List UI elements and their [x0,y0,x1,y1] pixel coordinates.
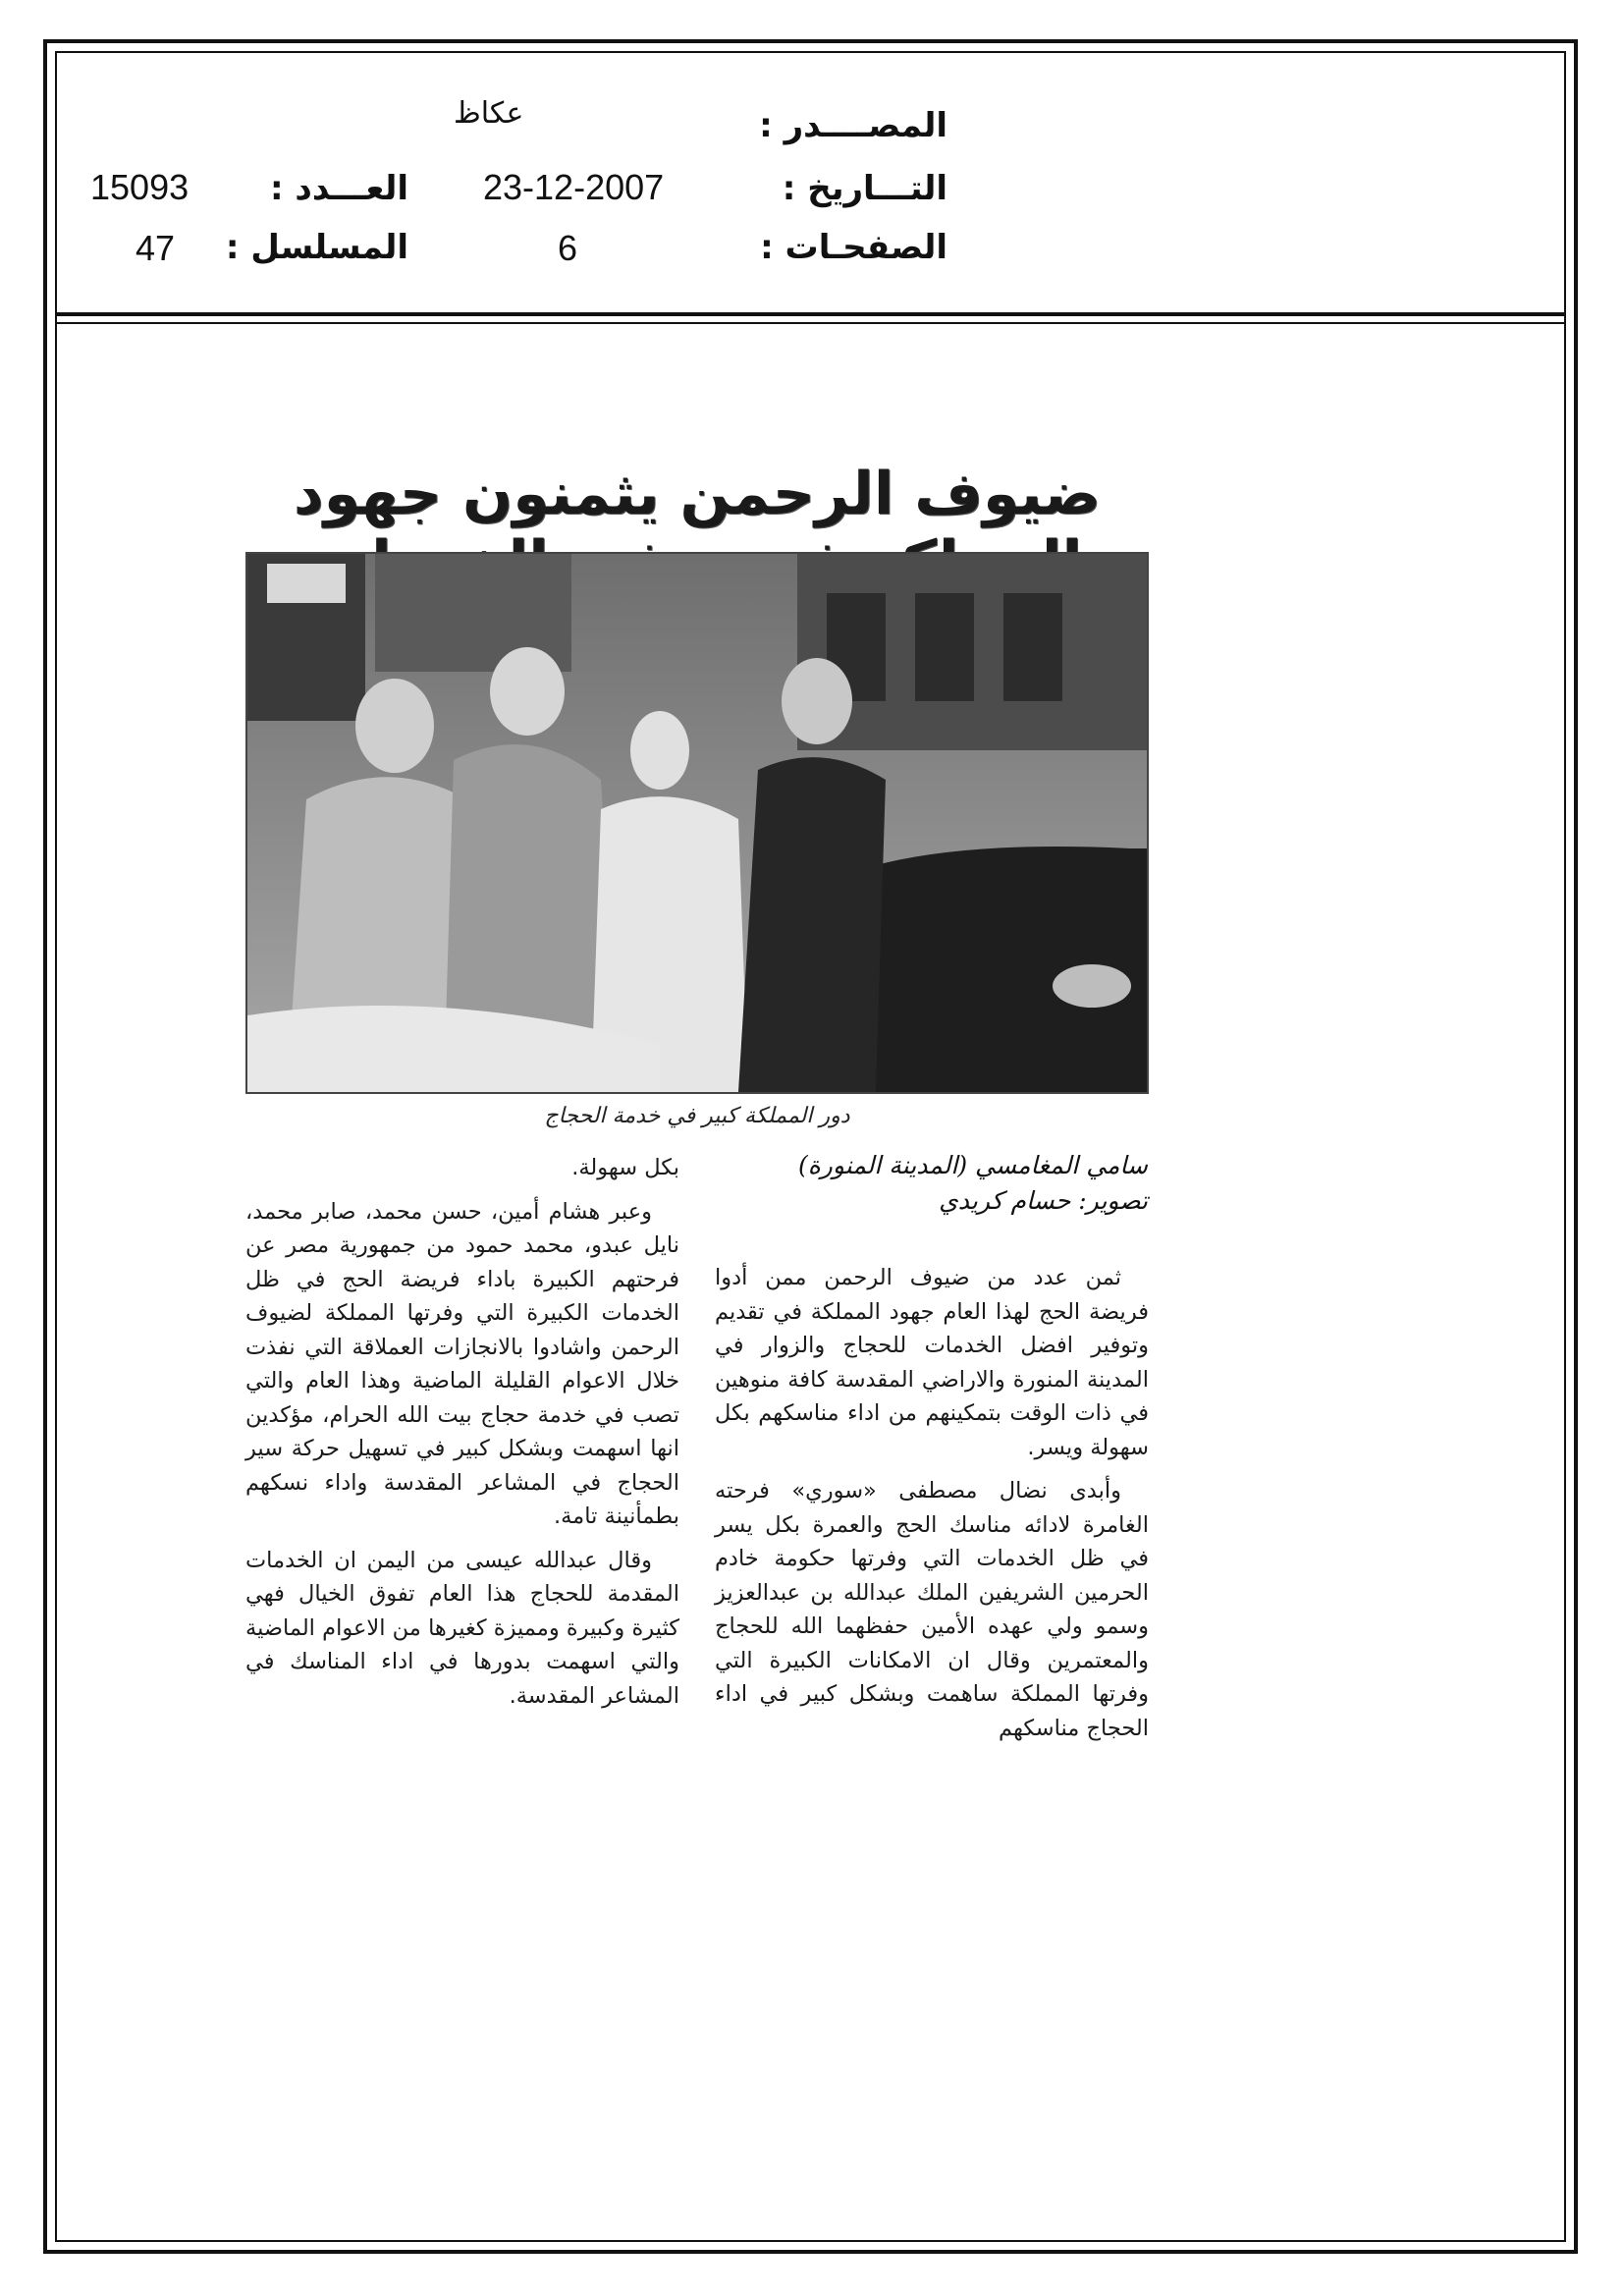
article-column-right [715,1261,1149,1755]
byline-author: سامي المغامسي (المدينة المنورة) [797,1151,1148,1179]
paragraph: وعبر هشام أمين، حسن محمد، صابر محمد، نايل عبدو، محمد حمود من جمهورية مصر عن فرحتهم الكبيرة باداء فريضة الحج في ظل الخدمات الكبيرة التي وفرتها المملكة لضيوف الرحمن واشادوا بالانجازات العملاقة التي نفذت خلال الاعوام القليلة الماضية وهذا العام والتي تصب في خدمة حجاج بيت الله الحرام، مؤكدين انها اسهمت وبشكل كبير في تسهيل حركة سير الحجاج في المشاعر المقدسة واداء نسكهم بطمأنينة تامة. [245,1198,679,1529]
date-label: التـــاريخ : [782,169,947,208]
issue-label: العـــدد : [270,169,408,208]
source-label: المصــــدر : [759,106,947,145]
pages-label: الصفحـات : [760,228,947,267]
date-value: 23-12-2007 [483,167,665,207]
serial-value: 47 [135,228,176,268]
source-value: عكاظ [454,96,524,131]
page-border-inner [55,51,1566,2242]
pages-value: 6 [558,228,578,268]
paragraph: وقال عبدالله عيسى من اليمن ان الخدمات المقدمة للحجاج هذا العام تفوق الخيال فهي كثيرة وكبيرة ومميزة كغيرها من الاعوام الماضية والتي اسهمت بدورها في اداء المناسك في المشاعر المقدسة. [245,1547,679,1709]
paragraph: ثمن عدد من ضيوف الرحمن ممن أدوا فريضة الحج لهذا العام جهود المملكة في تقديم وتوفير افضل الخدمات للحجاج والزوار في المدينة المنورة والاراضي المقدسة كافة منوهين في ذات الوقت بتمكينهم من اداء مناسكهم بكل سهولة ويسر. [715,1265,1149,1460]
article-photo [245,552,1149,1094]
photo-caption: دور المملكة كبير في خدمة الحجاج [544,1104,850,1128]
paragraph: وأبدى نضال مصطفى «سوري» فرحته الغامرة لادائه مناسك الحج والعمرة بكل يسر في ظل الخدمات التي وفرتها حكومة خادم الحرمين الشريفين الملك عبدالله بن عبدالعزيز وسمو ولي عهده الأمين حفظهما الله للحجاج والمعتمرين وقال ان الامكانات الكبيرة التي وفرتها المملكة ساهمت وبشكل كبير في اداء الحجاج مناسكهم [715,1478,1149,1741]
issue-value: 15093 [90,167,189,207]
header-divider-bottom [55,322,1566,324]
byline-photographer: تصوير: حسام كريدي [939,1186,1148,1215]
paragraph: بكل سهولة. [571,1155,679,1180]
article-column-left [245,1151,679,1722]
header-divider-top [55,312,1566,316]
article-headline: ضيوف الرحمن يثمنون جهود [293,460,1102,528]
serial-label: المسلسل : [225,228,408,267]
